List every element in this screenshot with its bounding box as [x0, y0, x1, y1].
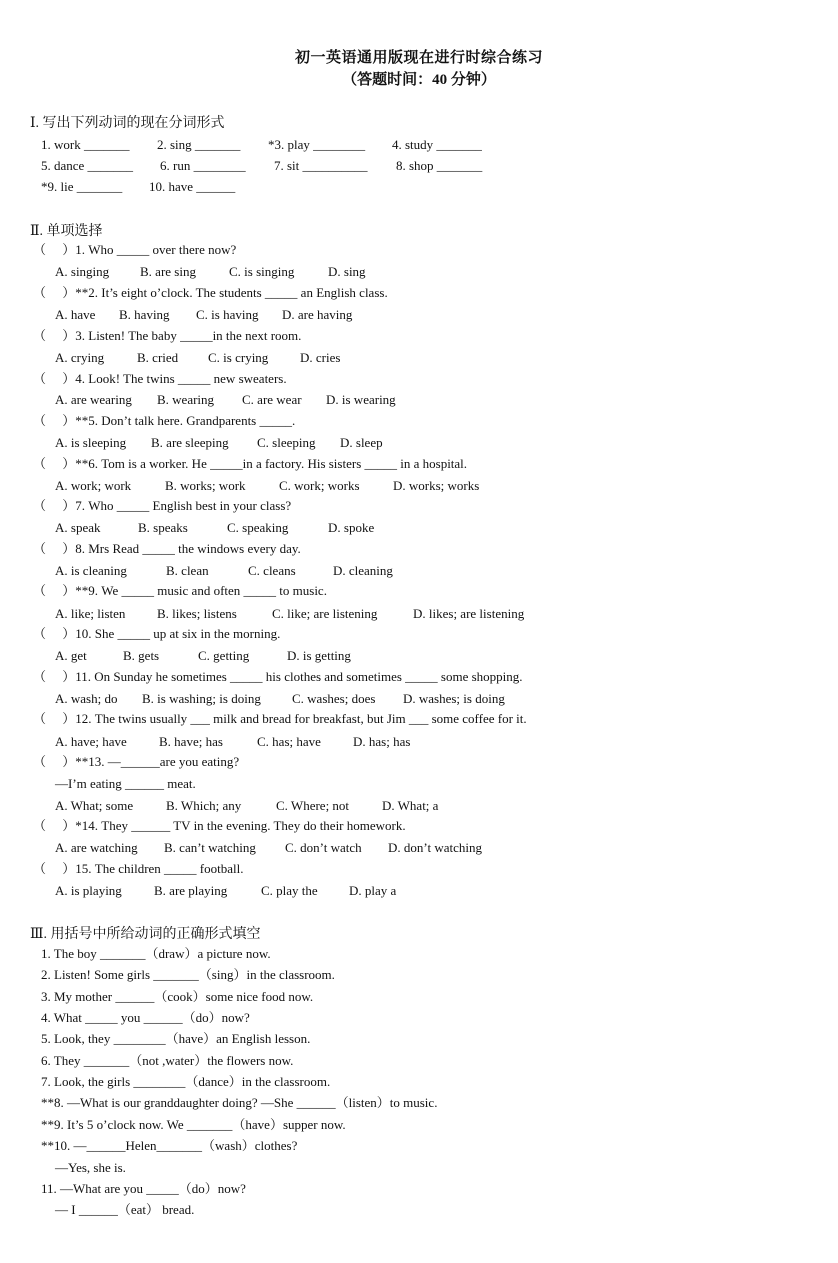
part1-item-3: *3. play ________ — [268, 137, 366, 152]
q10-option-a: A. get — [55, 648, 87, 663]
q10-option-d: D. is getting — [287, 648, 351, 663]
q9-option-d: D. likes; are listening — [413, 606, 525, 621]
question-9: （ ）**9. We _____ music and often _____ to music. — [33, 583, 327, 598]
q9-option-b: B. likes; listens — [157, 606, 237, 621]
fill-line-5: 5. Look, they ________（have）an English lesson. — [41, 1031, 311, 1046]
q8-option-b: B. clean — [166, 563, 209, 578]
q5-option-b: B. are sleeping — [151, 435, 229, 450]
q7-option-a: A. speak — [55, 520, 101, 535]
question-15: （ ）15. The children _____ football. — [33, 861, 244, 876]
q11-option-c: C. washes; does — [292, 691, 376, 706]
question-4: （ ）4. Look! The twins _____ new sweaters. — [33, 371, 287, 386]
section-2-heading: Ⅱ. 单项选择 — [30, 224, 103, 239]
part1-item-8: 8. shop _______ — [396, 158, 483, 173]
fill-line-4: 4. What _____ you ______（do）now? — [41, 1010, 250, 1025]
part1-item-4: 4. study _______ — [392, 137, 482, 152]
q6-option-b: B. works; work — [165, 478, 246, 493]
q13-option-d: D. What; a — [382, 798, 439, 813]
fill-line-11: 11. —What are you _____（do）now? — [41, 1181, 246, 1196]
q1-option-b: B. are sing — [140, 264, 196, 279]
q5-option-c: C. sleeping — [257, 435, 316, 450]
q9-option-a: A. like; listen — [55, 606, 126, 621]
question-2: （ ）**2. It’s eight o’clock. The students _____ an English class. — [33, 285, 388, 300]
q1-option-c: C. is singing — [229, 264, 295, 279]
part1-item-9: *9. lie _______ — [41, 179, 123, 194]
q8-option-a: A. is cleaning — [55, 563, 127, 578]
q13-option-a: A. What; some — [55, 798, 134, 813]
section-1-heading: Ⅰ. 写出下列动词的现在分词形式 — [30, 116, 225, 131]
q6-option-d: D. works; works — [393, 478, 480, 493]
question-6: （ ）**6. Tom is a worker. He _____in a factory. His sisters _____ in a hospital. — [33, 456, 468, 471]
page-title: 初一英语通用版现在进行时综合练习 — [294, 50, 543, 66]
question-3: （ ）3. Listen! The baby _____in the next room. — [33, 328, 302, 343]
q12-option-a: A. have; have — [55, 734, 127, 749]
fill-line-9: **9. It’s 5 o’clock now. We _______（have）supper now. — [41, 1117, 346, 1132]
q4-option-b: B. wearing — [157, 392, 215, 407]
question-5: （ ）**5. Don’t talk here. Grandparents _____. — [33, 413, 296, 428]
q5-option-d: D. sleep — [340, 435, 383, 450]
q8-option-d: D. cleaning — [333, 563, 393, 578]
q12-option-d: D. has; has — [353, 734, 411, 749]
question-13: （ ）**13. —______are you eating? — [33, 754, 240, 769]
fill-line-2: 2. Listen! Some girls _______（sing）in the classroom. — [41, 967, 335, 982]
q1-option-a: A. singing — [55, 264, 110, 279]
page-subtitle: （答题时间：40 分钟） — [342, 72, 496, 88]
q3-option-d: D. cries — [300, 350, 341, 365]
fill-line-10: **10. —______Helen_______（wash）clothes? — [41, 1138, 298, 1153]
q2-option-c: C. is having — [196, 307, 259, 322]
question-1: （ ）1. Who _____ over there now? — [33, 242, 237, 257]
q4-option-d: D. is wearing — [326, 392, 396, 407]
q12-option-b: B. have; has — [159, 734, 223, 749]
fill-line-10-reply: —Yes, she is. — [55, 1160, 126, 1175]
part1-item-1: 1. work _______ — [41, 137, 130, 152]
q2-option-a: A. have — [55, 307, 96, 322]
part1-item-6: 6. run ________ — [160, 158, 246, 173]
q11-option-a: A. wash; do — [55, 691, 118, 706]
question-13-reply: —I’m eating ______ meat. — [55, 776, 196, 791]
q13-option-b: B. Which; any — [166, 798, 242, 813]
q7-option-c: C. speaking — [227, 520, 289, 535]
question-12: （ ）12. The twins usually ___ milk and bread for breakfast, but Jim ___ some coffee for it. — [33, 711, 527, 726]
fill-line-11-reply: — I ______（eat） bread. — [55, 1202, 195, 1217]
q6-option-c: C. work; works — [279, 478, 360, 493]
q3-option-b: B. cried — [137, 350, 179, 365]
q2-option-b: B. having — [119, 307, 170, 322]
q12-option-c: C. has; have — [257, 734, 321, 749]
fill-line-1: 1. The boy _______（draw）a picture now. — [41, 946, 271, 961]
q6-option-a: A. work; work — [55, 478, 132, 493]
q15-option-a: A. is playing — [55, 883, 122, 898]
question-11: （ ）11. On Sunday he sometimes _____ his clothes and sometimes _____ some shopping. — [33, 669, 523, 684]
section-3-heading: Ⅲ. 用括号中所给动词的正确形式填空 — [30, 927, 261, 942]
q14-option-d: D. don’t watching — [388, 840, 482, 855]
q1-option-d: D. sing — [328, 264, 366, 279]
q15-option-d: D. play a — [349, 883, 397, 898]
q14-option-c: C. don’t watch — [285, 840, 362, 855]
q7-option-b: B. speaks — [138, 520, 188, 535]
part1-item-10: 10. have ______ — [149, 179, 236, 194]
q10-option-b: B. gets — [123, 648, 160, 663]
fill-line-3: 3. My mother ______（cook）some nice food now. — [41, 989, 314, 1004]
q4-option-c: C. are wear — [242, 392, 302, 407]
question-7: （ ）7. Who _____ English best in your class? — [33, 498, 292, 513]
q5-option-a: A. is sleeping — [55, 435, 127, 450]
fill-line-7: 7. Look, the girls ________（dance）in the classroom. — [41, 1074, 331, 1089]
fill-line-6: 6. They _______（not ,water）the flowers now. — [41, 1053, 294, 1068]
q14-option-b: B. can’t watching — [164, 840, 256, 855]
part1-item-7: 7. sit __________ — [274, 158, 368, 173]
question-8: （ ）8. Mrs Read _____ the windows every day. — [33, 541, 301, 556]
q2-option-d: D. are having — [282, 307, 353, 322]
q15-option-c: C. play the — [261, 883, 318, 898]
part1-item-5: 5. dance _______ — [41, 158, 134, 173]
question-14: （ ）*14. They ______ TV in the evening. They do their homework. — [33, 818, 406, 833]
q14-option-a: A. are watching — [55, 840, 138, 855]
q11-option-b: B. is washing; is doing — [142, 691, 261, 706]
q7-option-d: D. spoke — [328, 520, 375, 535]
q13-option-c: C. Where; not — [276, 798, 350, 813]
q15-option-b: B. are playing — [154, 883, 228, 898]
part1-item-2: 2. sing _______ — [157, 137, 241, 152]
question-10: （ ）10. She _____ up at six in the morning. — [33, 626, 281, 641]
q11-option-d: D. washes; is doing — [403, 691, 505, 706]
fill-line-8: **8. —What is our granddaughter doing? —She ______（listen）to music. — [41, 1095, 438, 1110]
q9-option-c: C. like; are listening — [272, 606, 378, 621]
q8-option-c: C. cleans — [248, 563, 296, 578]
q4-option-a: A. are wearing — [55, 392, 132, 407]
q3-option-c: C. is crying — [208, 350, 269, 365]
q3-option-a: A. crying — [55, 350, 105, 365]
q10-option-c: C. getting — [198, 648, 250, 663]
